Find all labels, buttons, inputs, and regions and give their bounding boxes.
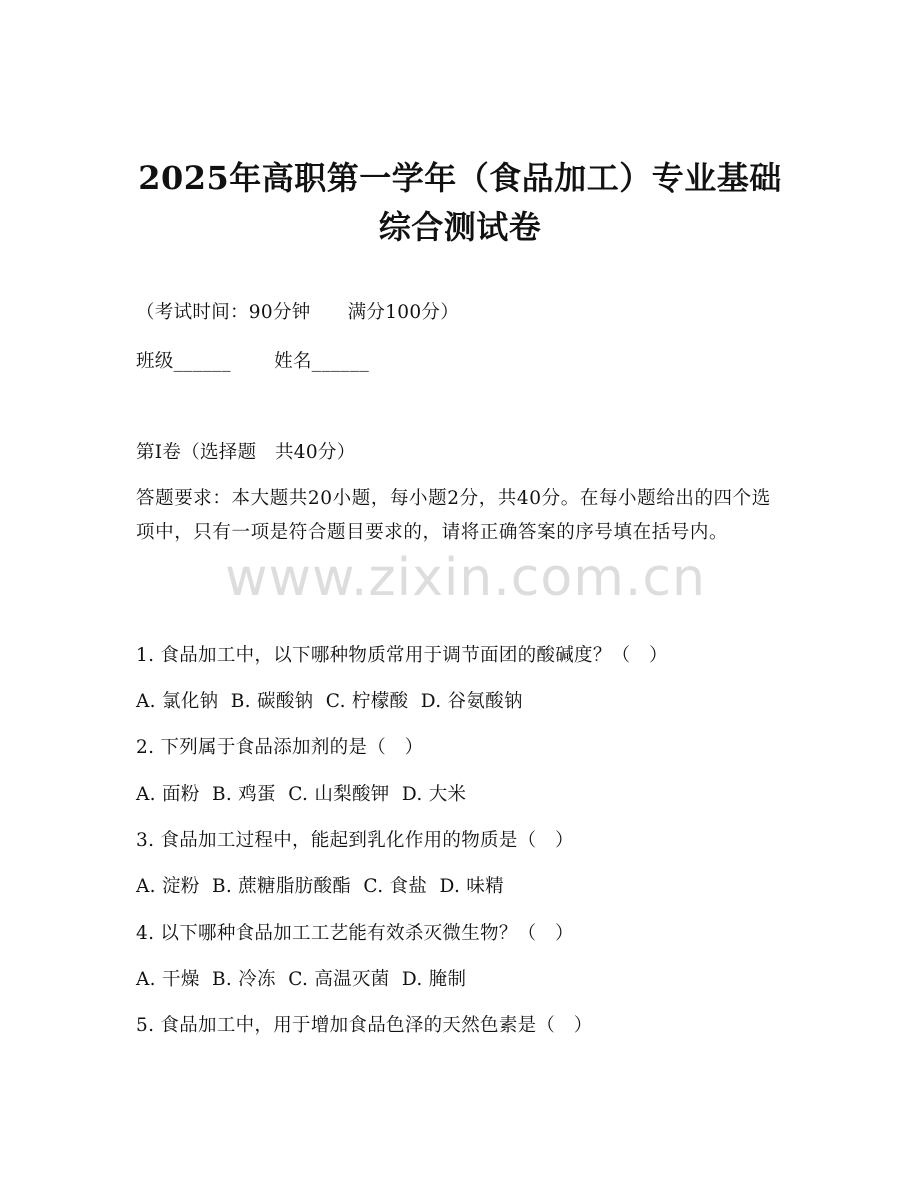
question-stem: 3. 食品加工过程中，能起到乳化作用的物质是（ ） xyxy=(136,830,574,851)
question-stem: 1. 食品加工中，以下哪种物质常用于调节面团的酸碱度？（ ） xyxy=(136,645,668,666)
section-heading: 第I卷（选择题 共40分） xyxy=(136,442,356,463)
question-stem: 4. 以下哪种食品加工工艺能有效杀灭微生物？（ ） xyxy=(136,923,574,944)
question-options: A. 淀粉 B. 蔗糖脂肪酸酯 C. 食盐 D. 味精 xyxy=(136,876,504,897)
exam-info: （考试时间：90分钟 满分100分） xyxy=(136,302,460,323)
watermark: www.zixin.com.cn xyxy=(225,548,706,608)
question-options: A. 干燥 B. 冷冻 C. 高温灭菌 D. 腌制 xyxy=(136,969,467,990)
question-stem: 5. 食品加工中，用于增加食品色泽的天然色素是（ ） xyxy=(136,1015,593,1036)
document-title-line-2: 综合测试卷 xyxy=(378,208,542,246)
question-options: A. 氯化钠 B. 碳酸钠 C. 柠檬酸 D. 谷氨酸钠 xyxy=(136,691,523,712)
question-options: A. 面粉 B. 鸡蛋 C. 山梨酸钾 D. 大米 xyxy=(136,784,467,805)
instructions-paragraph: 答题要求：本大题共20小题，每小题2分，共40分。在每小题给出的四个选项中，只有一项是符合题目要求的，请将正确答案的序号填在括号内。 xyxy=(136,488,771,543)
class-name-fields: 班级______ 姓名______ xyxy=(136,351,370,372)
question-stem: 2. 下列属于食品添加剂的是（ ） xyxy=(136,737,424,758)
document-title-line-1: 2025年高职第一学年（食品加工）专业基础 xyxy=(138,159,782,197)
